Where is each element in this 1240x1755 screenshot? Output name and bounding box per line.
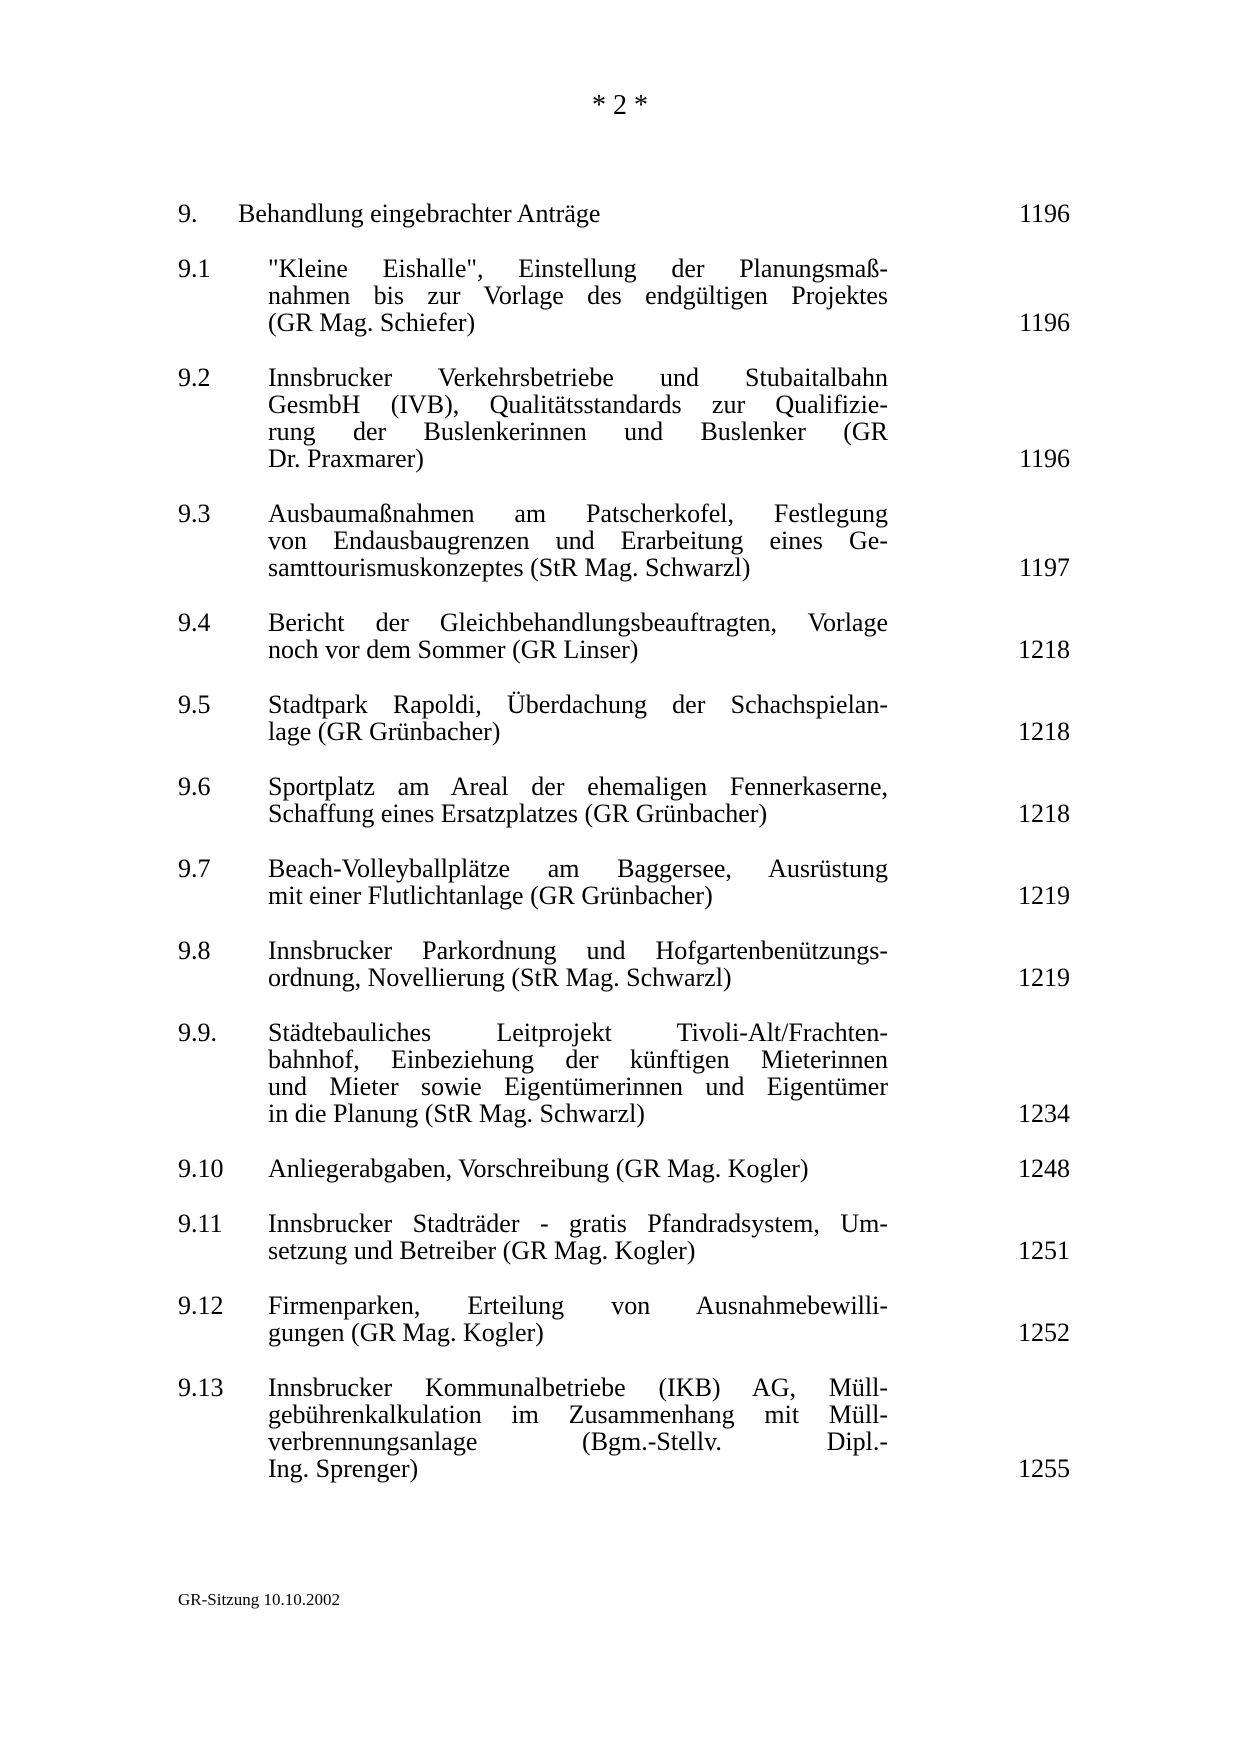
toc-section-number: 9. (178, 199, 198, 228)
toc-item-page: 1197 (1018, 553, 1070, 582)
toc-item-title (268, 1292, 888, 1346)
toc-item-number: 9.10 (178, 1154, 224, 1183)
toc-item-page: 1219 (1018, 963, 1070, 992)
toc-item-title-line: Bericht der Gleichbehandlungsbeauftragten, Vorlage (268, 608, 888, 637)
toc-item-list (178, 255, 1070, 1482)
toc-item (178, 1155, 1070, 1182)
toc-item-title-line: Innsbrucker Parkordnung und Hofgartenbenützungs- (268, 936, 888, 965)
toc-item-title-line: ordnung, Novellierung (StR Mag. Schwarzl) (268, 963, 732, 992)
toc-item-title (268, 773, 888, 827)
toc-item-title-line: Innsbrucker Stadträder - gratis Pfandradsystem, Um- (268, 1209, 888, 1238)
toc-item-title-line: Stadtpark Rapoldi, Überdachung der Schachspielan- (268, 690, 888, 719)
toc-item (178, 691, 1070, 745)
toc-item (178, 609, 1070, 663)
toc-item-number: 9.5 (178, 690, 211, 719)
toc-item-title (268, 1155, 888, 1182)
toc-item-title-line: rung der Buslenkerinnen und Buslenker (GR (268, 417, 888, 446)
toc-item-title-line: von Endausbaugrenzen und Erarbeitung eines Ge- (268, 526, 888, 555)
toc-item-title-line: Innsbrucker Verkehrsbetriebe und Stubaitalbahn (268, 363, 888, 392)
toc-item-title-line: mit einer Flutlichtanlage (GR Grünbacher) (268, 881, 713, 910)
toc-item-title-line: in die Planung (StR Mag. Schwarzl) (268, 1099, 645, 1128)
toc-item-title-line: Beach-Volleyballplätze am Baggersee, Ausrüstung (268, 854, 888, 883)
toc-item-title (268, 364, 888, 472)
toc-item-title-line: "Kleine Eishalle", Einstellung der Planungsmaß- (268, 254, 888, 283)
toc-item-title-line: setzung und Betreiber (GR Mag. Kogler) (268, 1236, 696, 1265)
toc-item-page: 1255 (1018, 1454, 1070, 1483)
toc-item-title-line: noch vor dem Sommer (GR Linser) (268, 635, 639, 664)
toc-item (178, 937, 1070, 991)
toc-item-number: 9.3 (178, 499, 211, 528)
toc-item-page: 1251 (1018, 1236, 1070, 1265)
toc-section-page: 1196 (1018, 199, 1070, 228)
toc-item-number: 9.9. (178, 1018, 217, 1047)
toc-item-title-line: verbrennungsanlage (Bgm.-Stellv. Dipl.- (268, 1427, 888, 1456)
table-of-contents (178, 200, 1070, 1510)
toc-item-title-line: Ing. Sprenger) (268, 1454, 419, 1483)
toc-item-page: 1218 (1018, 799, 1070, 828)
toc-item-title-line: samttourismuskonzeptes (StR Mag. Schwarzl) (268, 553, 751, 582)
toc-item (178, 855, 1070, 909)
page-number: * 2 * (592, 90, 648, 121)
toc-item-number: 9.12 (178, 1291, 224, 1320)
toc-item-title (268, 855, 888, 909)
toc-item-title-line: gebührenkalkulation im Zusammenhang mit Müll- (268, 1400, 888, 1429)
toc-item-title-line: Städtebauliches Leitprojekt Tivoli-Alt/Frachten- (268, 1018, 888, 1047)
toc-item-title (268, 691, 888, 745)
toc-item-number: 9.4 (178, 608, 211, 637)
toc-item (178, 500, 1070, 581)
toc-item-page: 1218 (1018, 635, 1070, 664)
toc-item-number: 9.7 (178, 854, 211, 883)
toc-section-heading (178, 200, 1070, 227)
footer-session-date: GR-Sitzung 10.10.2002 (178, 1590, 340, 1609)
toc-section-title: Behandlung eingebrachter Anträge (238, 199, 601, 228)
toc-item-title-line: Firmenparken, Erteilung von Ausnahmebewilli- (268, 1291, 888, 1320)
toc-item-title-line: (GR Mag. Schiefer) (268, 308, 476, 337)
toc-item-title (268, 1210, 888, 1264)
toc-item-title (268, 609, 888, 663)
toc-item-title (268, 500, 888, 581)
toc-item-page: 1196 (1018, 444, 1070, 473)
toc-item-title (268, 255, 888, 336)
toc-item-title-line: Sportplatz am Areal der ehemaligen Fennerkaserne, (268, 772, 888, 801)
toc-item-title-line: Innsbrucker Kommunalbetriebe (IKB) AG, Müll- (268, 1373, 888, 1402)
toc-item-number: 9.2 (178, 363, 211, 392)
toc-item-title (268, 937, 888, 991)
toc-item-page: 1219 (1018, 881, 1070, 910)
toc-item-page: 1252 (1018, 1318, 1070, 1347)
toc-item-number: 9.1 (178, 254, 211, 283)
toc-item-title-line: bahnhof, Einbeziehung der künftigen Mieterinnen (268, 1045, 888, 1074)
toc-item-number: 9.6 (178, 772, 211, 801)
toc-item (178, 364, 1070, 472)
toc-item-title-line: Dr. Praxmarer) (268, 444, 424, 473)
toc-item-title (268, 1019, 888, 1127)
toc-item-title-line: lage (GR Grünbacher) (268, 717, 501, 746)
toc-item-title-line: Ausbaumaßnahmen am Patscherkofel, Festlegung (268, 499, 888, 528)
toc-item (178, 773, 1070, 827)
toc-item-page: 1218 (1018, 717, 1070, 746)
toc-item-title (268, 1374, 888, 1482)
toc-item (178, 1292, 1070, 1346)
toc-item-title-line: gungen (GR Mag. Kogler) (268, 1318, 544, 1347)
toc-item (178, 1210, 1070, 1264)
toc-item-title-line: Anliegerabgaben, Vorschreibung (GR Mag. Kogler) (268, 1154, 809, 1183)
toc-item-number: 9.11 (178, 1209, 223, 1238)
toc-item (178, 1374, 1070, 1482)
toc-item (178, 255, 1070, 336)
toc-item (178, 1019, 1070, 1127)
toc-item-page: 1248 (1018, 1154, 1070, 1183)
toc-item-page: 1234 (1018, 1099, 1070, 1128)
toc-item-title-line: GesmbH (IVB), Qualitätsstandards zur Qualifizie- (268, 390, 888, 419)
toc-item-title-line: nahmen bis zur Vorlage des endgültigen Projektes (268, 281, 888, 310)
toc-item-title-line: Schaffung eines Ersatzplatzes (GR Grünbacher) (268, 799, 768, 828)
toc-item-page: 1196 (1018, 308, 1070, 337)
toc-item-number: 9.13 (178, 1373, 224, 1402)
toc-item-number: 9.8 (178, 936, 211, 965)
toc-item-title-line: und Mieter sowie Eigentümerinnen und Eigentümer (268, 1072, 888, 1101)
